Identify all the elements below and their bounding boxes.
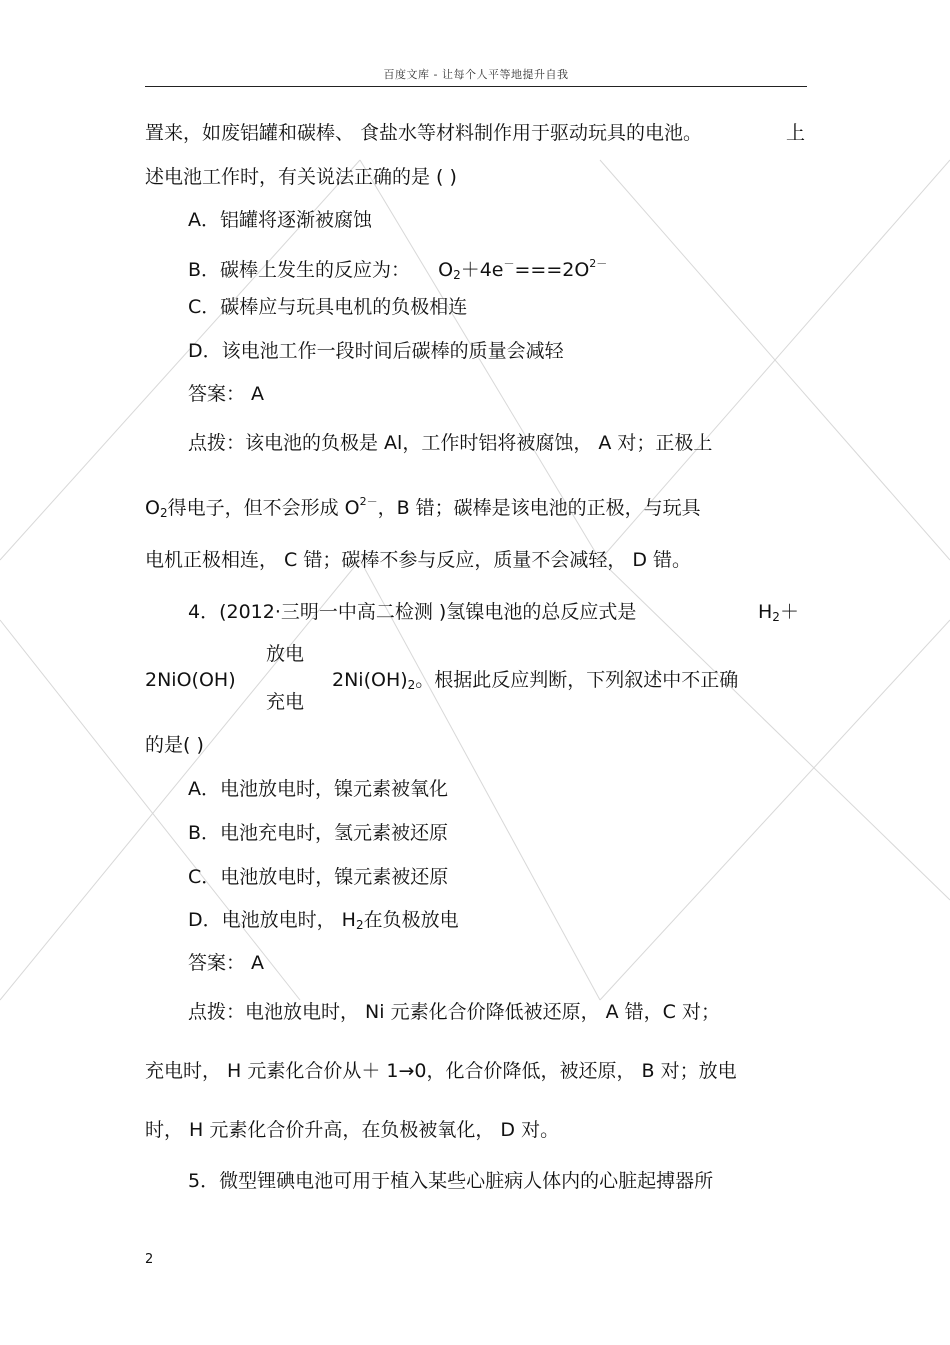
q4-stem-line3: 的是( ) [145, 734, 204, 756]
q3-intro-line2: 述电池工作时，有关说法正确的是 ( ) [145, 166, 457, 188]
page-header: 百度文库 - 让每个人平等地提升自我 [383, 68, 569, 81]
q4-arrow-bottom-label: 充电 [266, 691, 305, 713]
q4-answer: 答案： A [188, 952, 265, 974]
q3-explanation-line2: $O_2$得电子，但不会形成 $O^{2-}$，B 错；碳棒是该电池的正极，与玩具 [145, 495, 701, 520]
q4-option-b: B．电池充电时，氢元素被还原 [188, 822, 449, 844]
q3-option-c: C．碳棒应与玩具电机的负极相连 [188, 296, 468, 318]
q3-option-a: A．铝罐将逐渐被腐蚀 [188, 209, 372, 231]
page-number: 2 [145, 1252, 154, 1267]
q4-explanation-line1: 点拨：电池放电时， Ni 元素化合价降低被还原， A 错，C 对； [188, 1001, 720, 1023]
q5-stem-line1: 5．微型锂碘电池可用于植入某些心脏病人体内的心脏起搏器所 [188, 1170, 714, 1192]
q3-intro-line1-end: 上 [786, 122, 806, 144]
q3-explanation-line1: 点拨：该电池的负极是 Al，工作时铝将被腐蚀， A 对；正极上 [188, 432, 713, 454]
q4-arrow-top-label: 放电 [266, 643, 305, 665]
q3-option-d: D．该电池工作一段时间后碳棒的质量会减轻 [188, 340, 564, 362]
q3-explanation-line3: 电机正极相连， C 错；碳棒不参与反应，质量不会减轻， D 错。 [145, 549, 692, 571]
q4-option-a: A．电池放电时，镍元素被氧化 [188, 778, 448, 800]
q3-option-b-text: B．碳棒上发生的反应为： [188, 259, 411, 281]
q4-stem-line1-end: $H_2+$ [758, 601, 799, 624]
q4-option-c: C．电池放电时，镍元素被还原 [188, 866, 449, 888]
q3-answer: 答案： A [188, 383, 265, 405]
q4-option-d: D．电池放电时， $H_2$在负极放电 [188, 909, 459, 932]
q3-option-b [188, 252, 607, 287]
q4-explanation-line3: 时， H 元素化合价升高，在负极被氧化， D 对。 [145, 1119, 560, 1141]
q3-intro-line1: 置来，如废铝罐和碳棒、 食盐水等材料制作用于驱动玩具的电池。 [145, 122, 703, 144]
q4-eq-left: 2NiO(OH) [145, 669, 236, 691]
q3-option-b-eq: $O_2+4e^-===2O^{2-}$ [438, 257, 608, 282]
header-rule [145, 86, 807, 87]
q4-stem-line1: 4．(2012·三明一中高二检测 )氢镍电池的总反应式是 [188, 601, 637, 623]
q4-eq-right: $2Ni(OH)_2$。根据此反应判断，下列叙述中不正确 [332, 669, 739, 692]
q4-explanation-line2: 充电时， H 元素化合价从＋ 1→0，化合价降低，被还原， B 对；放电 [145, 1060, 737, 1082]
